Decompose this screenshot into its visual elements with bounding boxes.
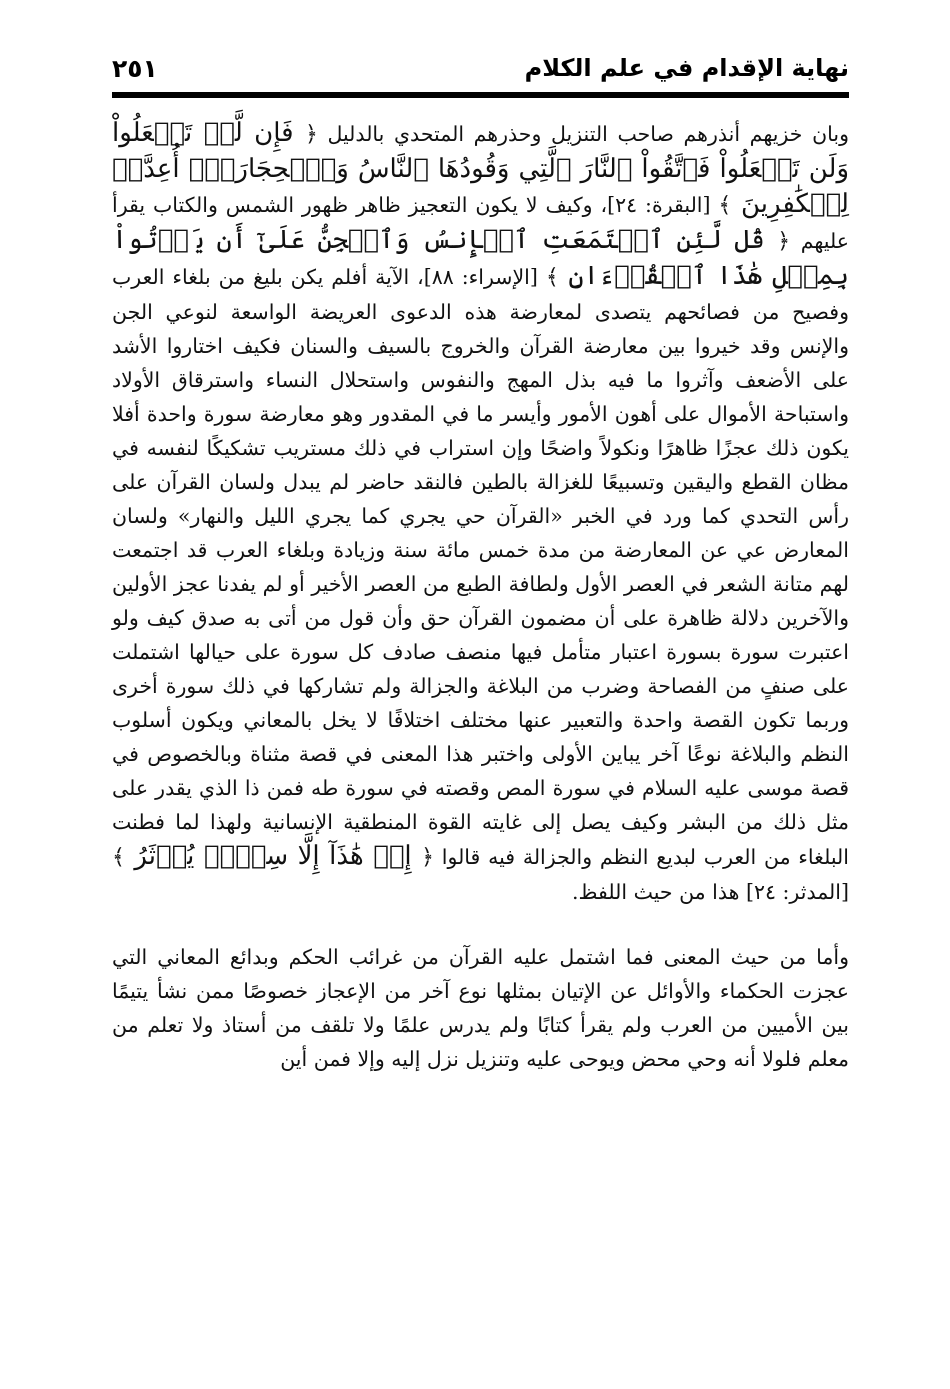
quran-verse-isra: قُل لَّئِنِ ٱجۡتَمَعَتِ ٱلۡإِنسُ وَٱلۡجِنُّ عَلَىٰٓ أَن يَأۡتُواْ بِمِثۡلِ هَٰذَا ٱلۡقُرۡءَانِ	[112, 225, 849, 291]
text-segment: [المدثر: ٢٤] هذا من حيث اللفظ.	[571, 880, 849, 904]
quran-verse-muddaththir: إِنۡ هَٰذَآ إِلَّا سِحۡرٞ يُؤۡثَرُ	[124, 841, 422, 871]
paragraph-2	[112, 940, 849, 1076]
quran-close-bracket: ﴾	[112, 845, 125, 870]
quran-open-bracket: ﴿	[304, 122, 318, 147]
paragraph-1	[112, 116, 849, 909]
quran-open-bracket: ﴿	[777, 229, 791, 254]
body-text	[112, 116, 849, 1076]
quran-open-bracket: ﴿	[421, 845, 435, 870]
page-number: ٢٥١	[112, 54, 158, 83]
quran-close-bracket: ﴾	[718, 193, 732, 218]
text-segment: وأما من حيث المعنى فما اشتمل عليه القرآن من غرائب الحكم وبدائع المعاني التي عجزت الحكماء والأوائل عن الإتيان بمثلها نوع آخر من الإعجاز خصوصًا ممن نشأ يتيمًا بين الأميين من العرب ولم يقرأ كتابًا ولم يدرس علمًا ولا تلقف من أستاذ ولا تعلم من معلم فلولا أنه وحي محض ويوحى عليه وتنزيل نزل إليه وإلا فمن أين	[112, 945, 849, 1071]
header-rule	[112, 92, 849, 98]
header-title: نهاية الإقدام في علم الكلام	[524, 54, 849, 82]
text-segment: [الإسراء: ٨٨]، الآية أفلم يكن بليغ من بلغاء العرب وفصيح من فصائحهم يتصدى لمعارضة هذه الدعوى العريضة الواسعة لنوعي الجن والإنس وقد خيروا بين معارضة القرآن والخروج بالسيف والسنان فكيف اختاروا الأشد على الأضعف وآثروا ما فيه بذل المهج والنفوس واستحلال النساء واسترقاق الأولاد واستباحة الأموال على أهون الأمور وأيسر ما في المقدور وهو معارضة سورة واحدة أفلا يكون ذلك عجزًا ظاهرًا ونكولاً واضحًا وإن استراب في ذلك مستريب تشكيكًا لنفسه في مظان القطع واليقين وتسبيعًا للغزالة بالطين فالنقد حاضر لم يبدل ولسان القرآن على رأس التحدي كما ورد في الخبر «القرآن حي يجري كما يجري الليل والنهار» ولسان المعارض عي عن المعارضة من مدة خمس مائة سنة وزيادة وبلغاء العرب قد اجتمعت لهم متانة الشعر في العصر الأول ولطافة الطبع من العصر الأخير أو لم يفدنا عجز الأولين والآخرين دلالة ظاهرة على أن مضمون القرآن حق وأن قول من أتى به صدق كيف ولو اعتبرت سورة بسورة اعتبار متأمل فيها منصف صادف كل سورة على حيالها اشتملت على صنفٍ من الفصاحة وضرب من البلاغة والجزالة ولم تشاركها في ذلك سورة أخرى وربما تكون القصة واحدة والتعبير عنها مختلف اختلافًا لا يخل بالمعاني ويكون أسلوب النظم والبلاغة نوعًا آخر يباين الأولى واختبر هذا المعنى في قصة مثناة وبالخصوص في قصة موسى عليه السلام في سورة المص وقصته في سورة طه فمن ذا الذي يقدر على مثل ذلك من البشر وكيف يصل إلى غايته القوة المنطقية الإنسانية ولهذا لما فطنت البلغاء من العرب لبديع النظم والجزالة فيه قالوا	[112, 265, 849, 869]
running-header	[112, 50, 849, 96]
quran-verse-baqarah: فَإِن لَّمۡ تَفۡعَلُواْ وَلَن تَفۡعَلُواْ فَٱتَّقُواْ ٱلنَّارَ ٱلَّتِي وَقُودُهَا ٱلنَّاسُ وَٱلۡحِجَارَةُۖ أُعِدَّتۡ لِلۡكَٰفِرِينَ	[112, 118, 849, 219]
quran-close-bracket: ﴾	[545, 265, 559, 290]
text-segment: [البقرة: ٢٤]، وكيف لا يكون التعجيز ظاهر ظهور الشمس والكتاب يقرأ عليهم	[112, 193, 849, 253]
text-segment: وبان خزيهم أنذرهم صاحب التنزيل وحذرهم المتحدي بالدليل	[317, 122, 849, 146]
